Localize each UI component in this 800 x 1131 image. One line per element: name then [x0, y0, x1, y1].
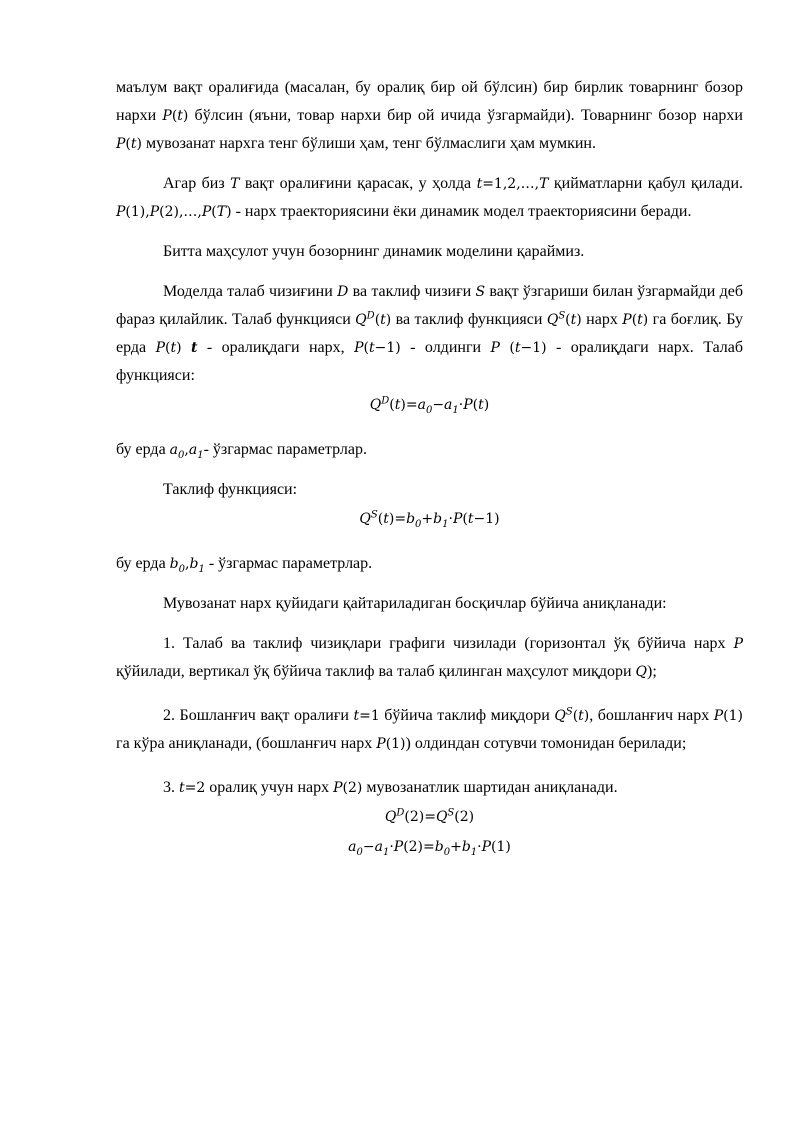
text: оралиқ учун нарх: [205, 779, 334, 796]
text: - олдинги: [400, 339, 491, 356]
math-d: D: [337, 284, 349, 300]
text: );: [647, 663, 657, 680]
text: 3.: [163, 779, 179, 796]
math-supply-function: $Q^S(t)$: [554, 706, 590, 724]
text: 1. Талаб ва таклиф чизиқлари графиги чизилади (горизонтал ўқ бўйича нарх: [163, 635, 734, 652]
math-demand-function: $Q^D(t)$: [355, 310, 392, 328]
text: - нарх траекториясини ёки динамик модел траекториясини беради.: [231, 203, 692, 220]
text: ва таклиф функцияси: [391, 311, 547, 328]
text: 2. Бошланғич вақт оралиғи: [163, 707, 354, 724]
formula-equilibrium-expanded: $a_0-a_1\cdot P(2)=b_0+b_1\cdot P(1)$: [348, 839, 511, 858]
paragraph-demand-params: [116, 436, 743, 464]
math-price-p-t: P(t): [116, 136, 142, 152]
text: мувозанат нархга тенг бўлиши ҳам, тенг бўлмаслиги ҳам мумкин.: [142, 135, 596, 152]
math-b-params: $b_0,b_1$: [169, 556, 205, 575]
math-previous-price: P(t−1): [354, 340, 401, 356]
text: бўлсин (яъни, товар нархи бир ой ичида ўзгармайди). Товарнинг бозор нархи: [188, 107, 743, 124]
math-t-equals-2: t=2: [179, 780, 206, 796]
math-t-equals-1: t=1: [353, 708, 380, 724]
math-supply-function: $Q^S(t)$: [546, 310, 582, 328]
math-q: Q: [635, 664, 648, 680]
paragraph-intro: [116, 74, 743, 158]
text: қийматларни қабул қилади.: [548, 175, 744, 192]
paragraph-step-2: [116, 702, 743, 758]
math-t: t: [191, 340, 198, 356]
text: ) олдиндан сотувчи томонидан берилади;: [405, 735, 687, 752]
text: вақт ўзгариши билан ўзгармайди деб фараз қилайлик. Талаб функцияси: [116, 283, 744, 328]
math-t-capital: T: [230, 176, 240, 192]
math-price-p-t: P(t): [622, 312, 649, 328]
document-page: [116, 74, 743, 862]
text: - ўзгармас параметрлар.: [204, 555, 373, 572]
paragraph-equilibrium-steps: Мувозанат нарх қуйидаги қайтариладиган босқичлар бўйича аниқланади:: [163, 595, 667, 612]
math-price-p-t: P(t): [162, 108, 189, 124]
math-a-params: $a_0,a_1$: [169, 442, 204, 461]
formula-demand: $Q^D(t)=a_0-a_1\cdot P(t)$: [369, 395, 490, 416]
text: - ўзгармас параметрлар.: [203, 441, 367, 458]
math-p: P: [733, 636, 743, 652]
text: ва таклиф чизиғи: [348, 283, 476, 300]
text: - оралиқдаги нарх. Талаб функцияси:: [116, 339, 744, 384]
math-price-p1: P(1): [713, 708, 743, 724]
math-price-p2: P(2): [333, 780, 363, 796]
math-price-p-t: P(t): [155, 340, 182, 356]
text: мувозанатлик шартидан аниқланади.: [362, 779, 618, 796]
paragraph-model-description: [116, 278, 743, 390]
text: , бошланғич нарх: [589, 707, 714, 724]
text: бўйича таклиф миқдори: [379, 707, 555, 724]
paragraph-dynamic-model: Битта маҳсулот учун бозорнинг динамик моделини қараймиз.: [163, 243, 585, 260]
formula-supply: $Q^S(t)=b_0+b_1\cdot P(t-1)$: [359, 509, 500, 530]
formula-equilibrium: $Q^D(2)=Q^S(2)$: [384, 807, 475, 825]
text: қўйилади, вертикал ўқ бўйича таклиф ва талаб қилинган маҳсулот миқдори: [116, 663, 636, 680]
text: - оралиқдаги нарх,: [197, 339, 355, 356]
paragraph-time-interval: [116, 170, 743, 226]
text: нарх: [581, 311, 623, 328]
text: вақт оралиғини қарасак, у ҳолда: [239, 175, 477, 192]
math-t-minus-1: (t−1): [509, 340, 547, 356]
paragraph-step-3: [116, 774, 743, 802]
math-p: P: [490, 340, 500, 356]
math-price-p1: P(1): [376, 736, 406, 752]
text: Моделда талаб чизиғини: [163, 283, 338, 300]
text: бу ерда: [116, 441, 170, 458]
text: га боғлиқ. Бу ерда: [116, 311, 744, 356]
text: маълум вақт оралиғида (масалан, бу оралиқ бир ой бўлсин) бир бирлик товарнинг бозор нархи: [116, 79, 743, 124]
text: га кўра аниқланади, (бошланғич нарх: [116, 735, 377, 752]
paragraph-supply-params: [116, 550, 743, 578]
text: бу ерда: [116, 555, 170, 572]
paragraph-supply-title: Таклиф функцияси:: [163, 481, 298, 498]
math-t-sequence: t=1,2,…,T: [476, 176, 549, 192]
text: Агар биз: [163, 175, 231, 192]
paragraph-step-1: [116, 630, 743, 686]
math-s: S: [475, 284, 486, 300]
math-price-trajectory: P(1),P(2),…,P(T): [116, 204, 232, 220]
